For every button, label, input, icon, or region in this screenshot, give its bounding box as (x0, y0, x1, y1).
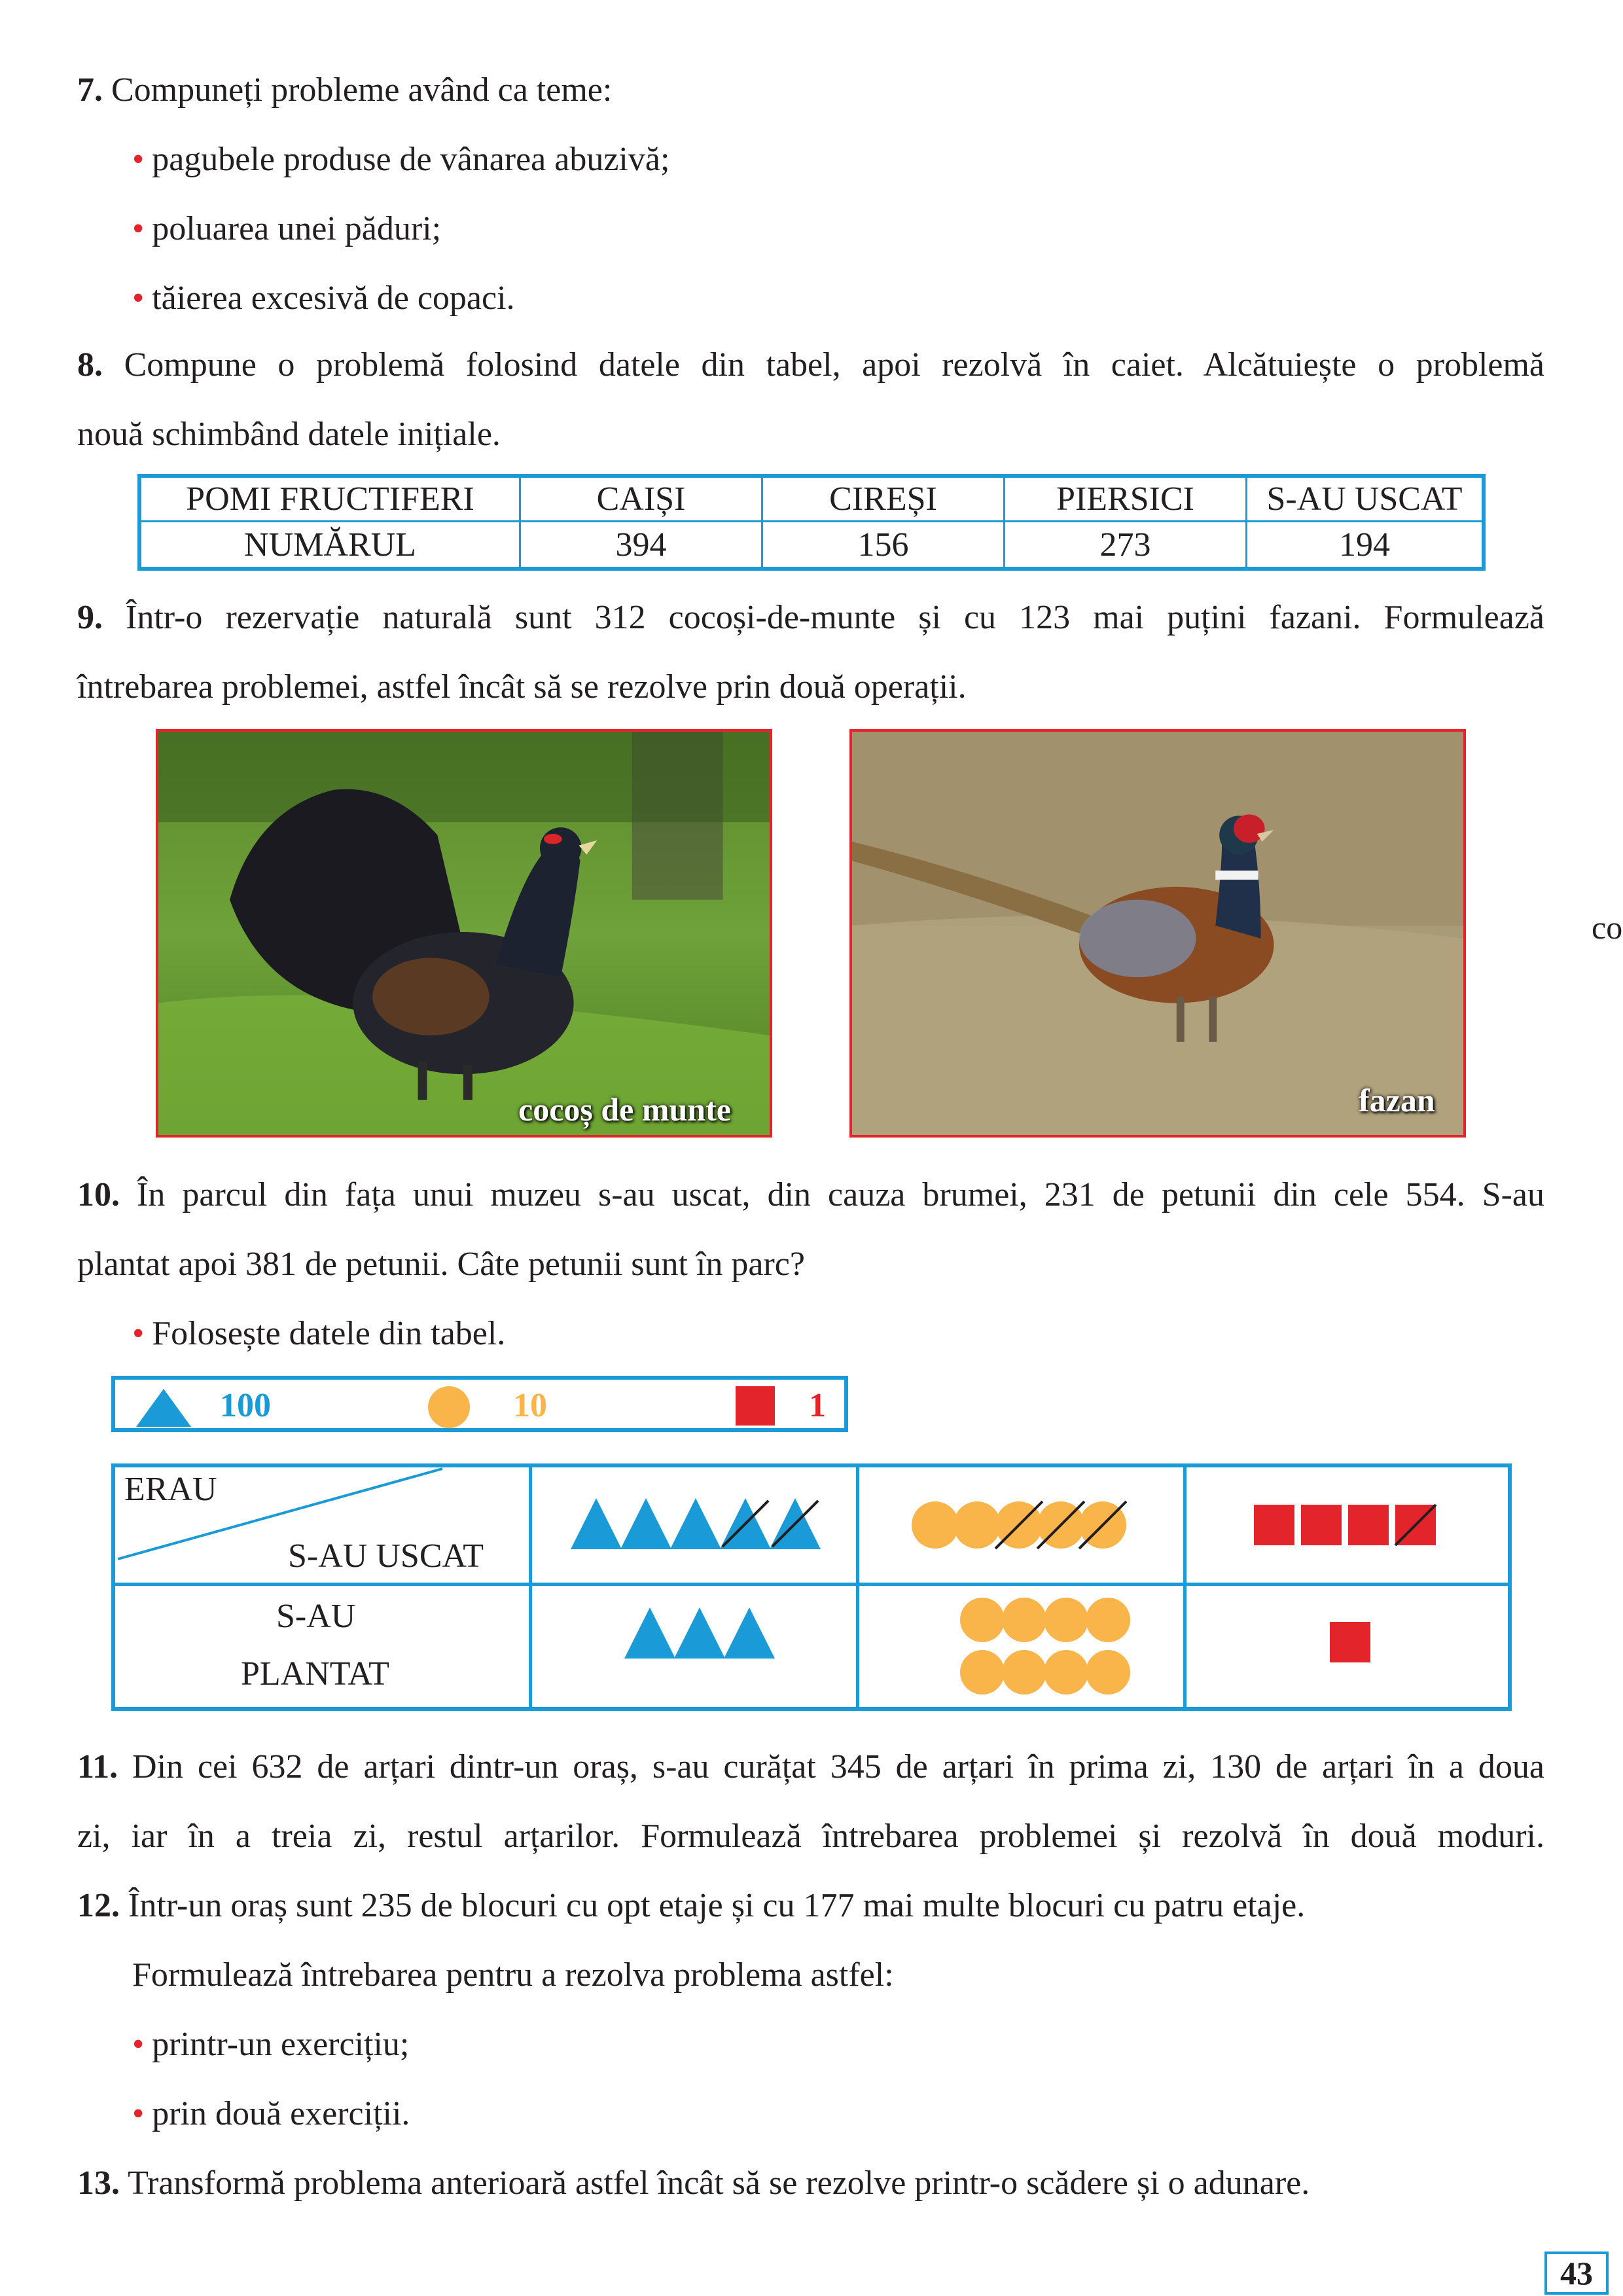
legend-square-value: 1 (809, 1387, 826, 1424)
ex10-number: 10. (77, 1176, 120, 1213)
capercaillie-caption: cocoș de munte (518, 1091, 731, 1128)
table-cell: 273 (1005, 522, 1247, 567)
triangle-icon (624, 1607, 675, 1659)
circle-icon (912, 1501, 959, 1549)
table-header-cell: POMI FRUCTIFERI (141, 478, 521, 522)
pheasant-photo (849, 729, 1466, 1138)
triangle-icon (135, 1386, 192, 1428)
ex9-number: 9. (77, 599, 103, 636)
ex12-statement-line2: Formulează întrebarea pentru a rezolva problema astfel: (132, 1956, 894, 1994)
row-label-erau: ERAU (124, 1471, 217, 1508)
ex11-statement-line1 (77, 1746, 1544, 1788)
bullet-icon: • (132, 210, 145, 247)
tens-plantat-cell (859, 1586, 1183, 1707)
capercaillie-image (158, 732, 770, 1135)
petunia-symbol-table (111, 1463, 1512, 1711)
hundreds-plantat-cell (532, 1586, 856, 1707)
ex10-text: În parcul din fața unui muzeu s-au uscat, din cauza brumei, 231 de petunii din cele 554. S-au (137, 1176, 1544, 1213)
units-plantat-cell (1186, 1586, 1512, 1707)
ex11-statement-line2: zi, iar în a treia zi, restul arțarilor. Formulează întrebarea problemei și rezolvă în două moduri. (77, 1818, 1544, 1855)
ex12-statement-line1 (77, 1885, 1305, 1927)
hundreds-erau-cell (532, 1467, 856, 1583)
bullet-icon: • (132, 2026, 145, 2063)
ex7-item (132, 278, 515, 319)
ex7-item-text: poluarea unei păduri; (152, 210, 442, 247)
bullet-icon: • (132, 1315, 145, 1352)
ex12-item (132, 2093, 410, 2135)
circle-icon (1086, 1650, 1130, 1695)
pheasant-caption: fazan (1359, 1082, 1435, 1119)
ex12-text: Într-un oraș sunt 235 de blocuri cu opt etaje și cu 177 mai multe blocuri cu patru etaje. (128, 1887, 1306, 1924)
ex7-number: 7. (77, 71, 103, 109)
circle-icon (1086, 1598, 1130, 1642)
ex7-item (132, 208, 441, 250)
ex13-statement (77, 2162, 1310, 2204)
ex9-text: Într-o rezervație naturală sunt 312 cocoși-de-munte și cu 123 mai puțini fazani. Formulează (126, 599, 1545, 636)
bullet-icon: • (132, 2095, 145, 2132)
triangle-icon (724, 1607, 775, 1659)
table-header-cell: CAIȘI (521, 478, 763, 522)
row-label-s-au-uscat: S-AU USCAT (288, 1537, 484, 1575)
table-cell: NUMĂRUL (141, 522, 521, 567)
triangle-icon (670, 1498, 721, 1549)
ex9-statement-line2: întrebarea problemei, astfel încât să se rezolve prin două operații. (77, 668, 967, 706)
ex11-text: Din cei 632 de arțari dintr-un oraș, s-au curățat 345 de arțari în prima zi, 130 de arțari în a doua (132, 1748, 1544, 1785)
circle-icon (1044, 1650, 1088, 1695)
bullet-icon: • (132, 141, 145, 178)
square-icon (1330, 1622, 1370, 1662)
square-icon (1254, 1505, 1294, 1545)
fruit-trees-table (137, 474, 1486, 571)
ex12-item-text: prin două exerciții. (152, 2095, 410, 2132)
ex9-statement-line1 (77, 597, 1544, 639)
row-label-s-au: S-AU (276, 1598, 356, 1635)
bullet-icon: • (132, 279, 145, 317)
legend-triangle-value: 100 (220, 1387, 271, 1424)
ex7-statement (77, 69, 612, 111)
square-icon (736, 1386, 776, 1427)
ex13-number: 13. (77, 2164, 120, 2202)
ex12-number: 12. (77, 1887, 120, 1924)
ex10-statement-line2: plantat apoi 381 de petunii. Câte petunii sunt în parc? (77, 1246, 805, 1283)
triangle-icon (674, 1607, 725, 1659)
ex12-item (132, 2024, 409, 2066)
ex8-statement-line1 (77, 344, 1544, 386)
table-cell: 194 (1339, 526, 1390, 564)
ex7-item-text: pagubele produse de vânarea abuzivă; (152, 141, 670, 178)
square-icon (1348, 1505, 1389, 1545)
triangle-icon (571, 1498, 622, 1549)
ex10-bullet-text: Folosește datele din tabel. (152, 1315, 506, 1352)
table-cell: 394 (521, 522, 763, 567)
ex10-statement-line1 (77, 1174, 1544, 1216)
cropped-edge-text: co (1592, 909, 1623, 946)
circle-icon (960, 1650, 1005, 1695)
circle-icon (427, 1385, 471, 1429)
triangle-icon (620, 1498, 671, 1549)
ex8-statement-line2: nouă schimbând datele inițiale. (77, 416, 501, 453)
page-number: 43 (1544, 2251, 1609, 2295)
circle-icon (1002, 1598, 1046, 1642)
circle-icon (960, 1598, 1005, 1642)
table-header-cell: S-AU USCAT (1247, 478, 1482, 522)
ex8-number: 8. (77, 346, 103, 384)
tens-erau-cell (859, 1467, 1183, 1583)
ex13-text: Transformă problema anterioară astfel încât să se rezolve printr-o scădere și o adunare. (128, 2164, 1310, 2202)
square-icon (1301, 1505, 1342, 1545)
pheasant-image (852, 732, 1463, 1135)
legend-circle-value: 10 (513, 1387, 547, 1424)
ex7-text: Compuneți probleme având ca teme: (111, 71, 613, 109)
table-cell: 156 (763, 522, 1005, 567)
ex7-item (132, 139, 669, 181)
ex11-number: 11. (77, 1748, 118, 1785)
circle-icon (1044, 1598, 1088, 1642)
capercaillie-photo (156, 729, 772, 1138)
symbol-legend (111, 1376, 848, 1432)
table-header-cell: PIERSICI (1005, 478, 1247, 522)
circle-icon (954, 1501, 1001, 1549)
ex10-bullet (132, 1313, 505, 1355)
ex8-text: Compune o problemă folosind datele din tabel, apoi rezolvă în caiet. Alcătuiește o problemă (124, 346, 1544, 384)
units-erau-cell (1186, 1467, 1512, 1583)
circle-icon (1002, 1650, 1046, 1695)
ex12-item-text: printr-un exercițiu; (152, 2026, 410, 2063)
row-label-plantat: PLANTAT (241, 1655, 389, 1693)
ex7-item-text: tăierea excesivă de copaci. (152, 279, 515, 317)
table-header-cell: CIREȘI (763, 478, 1005, 522)
